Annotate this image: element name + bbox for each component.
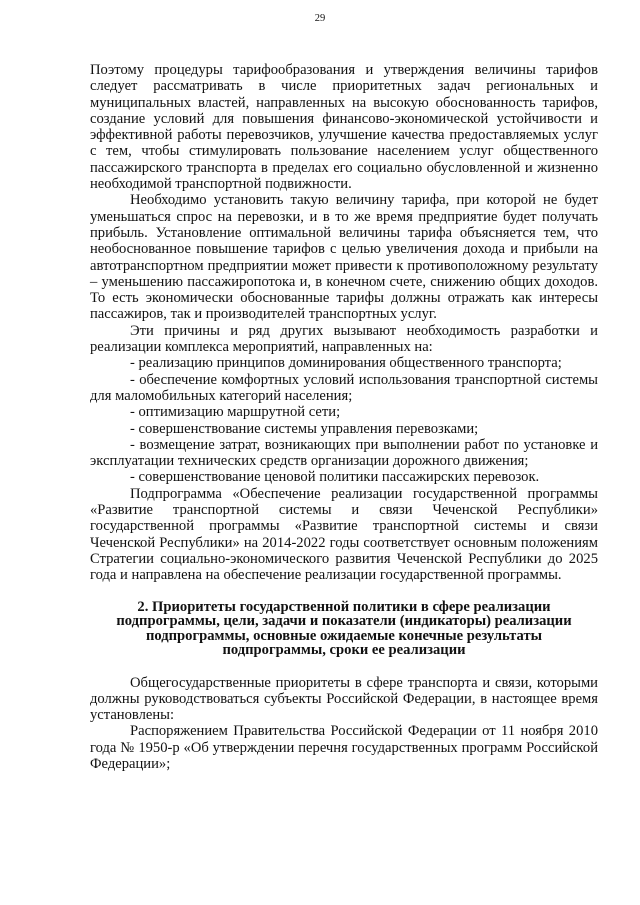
section-heading: 2. Приоритеты государственной политики в сфере реализации подпрограммы, цели, задачи и показатели (индикаторы) реализации подпрограммы, основные ожидаемые конечные результаты подпрограммы, сроки ее реализации (116, 598, 572, 658)
list-item: - реализацию принципов доминирования общественного транспорта; (130, 355, 562, 372)
paragraph-subprogram: Подпрограмма «Обеспечение реализации государственной программы «Развитие транспортной системы и связи Чеченской Республики» государственной программы «Развитие транспортной системы и связи Чеченской Республики» на 2014-2022 годы соответствует основным положениям Стратегии социально-экономического развития Чеченской Республики до 2025 года и направлена на обеспечение реализации государственной программы. (90, 485, 598, 584)
paragraph-tariff-procedures: Поэтому процедуры тарифообразования и утверждения величины тарифов следует рассматривать в числе приоритетных задач региональных и муниципальных властей, направленных на высокую обоснованность тарифов, создание условий для повышения финансово-экономической устойчивости и эффективной работы перевозчиков, улучшение качества предоставляемых услуг с тем, чтобы стимулировать пользование населением услуг общественного пассажирского транспорта в пределах его социально обусловленной и жизненно необходимой транспортной подвижности. (90, 62, 598, 193)
list-item: - совершенствование системы управления перевозками; (130, 420, 479, 437)
list-item: - возмещение затрат, возникающих при выполнении работ по установке и эксплуатации технических средств организации дорожного движения; (90, 436, 598, 470)
list-item: - совершенствование ценовой политики пассажирских перевозок. (130, 469, 540, 486)
measures-list (90, 355, 598, 485)
document-body (90, 62, 598, 772)
list-item: - оптимизацию маршрутной сети; (130, 404, 341, 421)
list-item: - обеспечение комфортных условий использования транспортной системы для маломобильных категорий населения; (90, 371, 598, 404)
spacer (90, 584, 598, 600)
paragraph-measures-intro: Эти причины и ряд других вызывают необходимость разработки и реализации комплекса мероприятий, направленных на: (90, 322, 598, 356)
paragraph-decree: Распоряжением Правительства Российской Федерации от 11 ноября 2010 года № 1950-р «Об утверждении перечня государственных программ Российской Федерации»; (90, 723, 598, 772)
paragraph-priorities: Общегосударственные приоритеты в сфере транспорта и связи, которыми должны руководствоваться субъекты Российской Федерации, в настоящее время установлены: (90, 674, 598, 724)
paragraph-tariff-value: Необходимо установить такую величину тарифа, при которой не будет уменьшаться спрос на перевозки, и в то же время предприятие будет получать прибыль. Установление оптимальной величины тарифа объясняется тем, что необоснованное повышение тарифов с целью увеличения дохода и прибыли на автотранспортном предприятии может привести к противоположному результату – уменьшению пассажиропотока и, в конечном счете, снижению общих доходов. То есть экономически обоснованные тарифы должны отражать как интересы пассажиров, так и производителей транспортных услуг. (90, 192, 598, 323)
page-number: 29 (314, 13, 326, 24)
